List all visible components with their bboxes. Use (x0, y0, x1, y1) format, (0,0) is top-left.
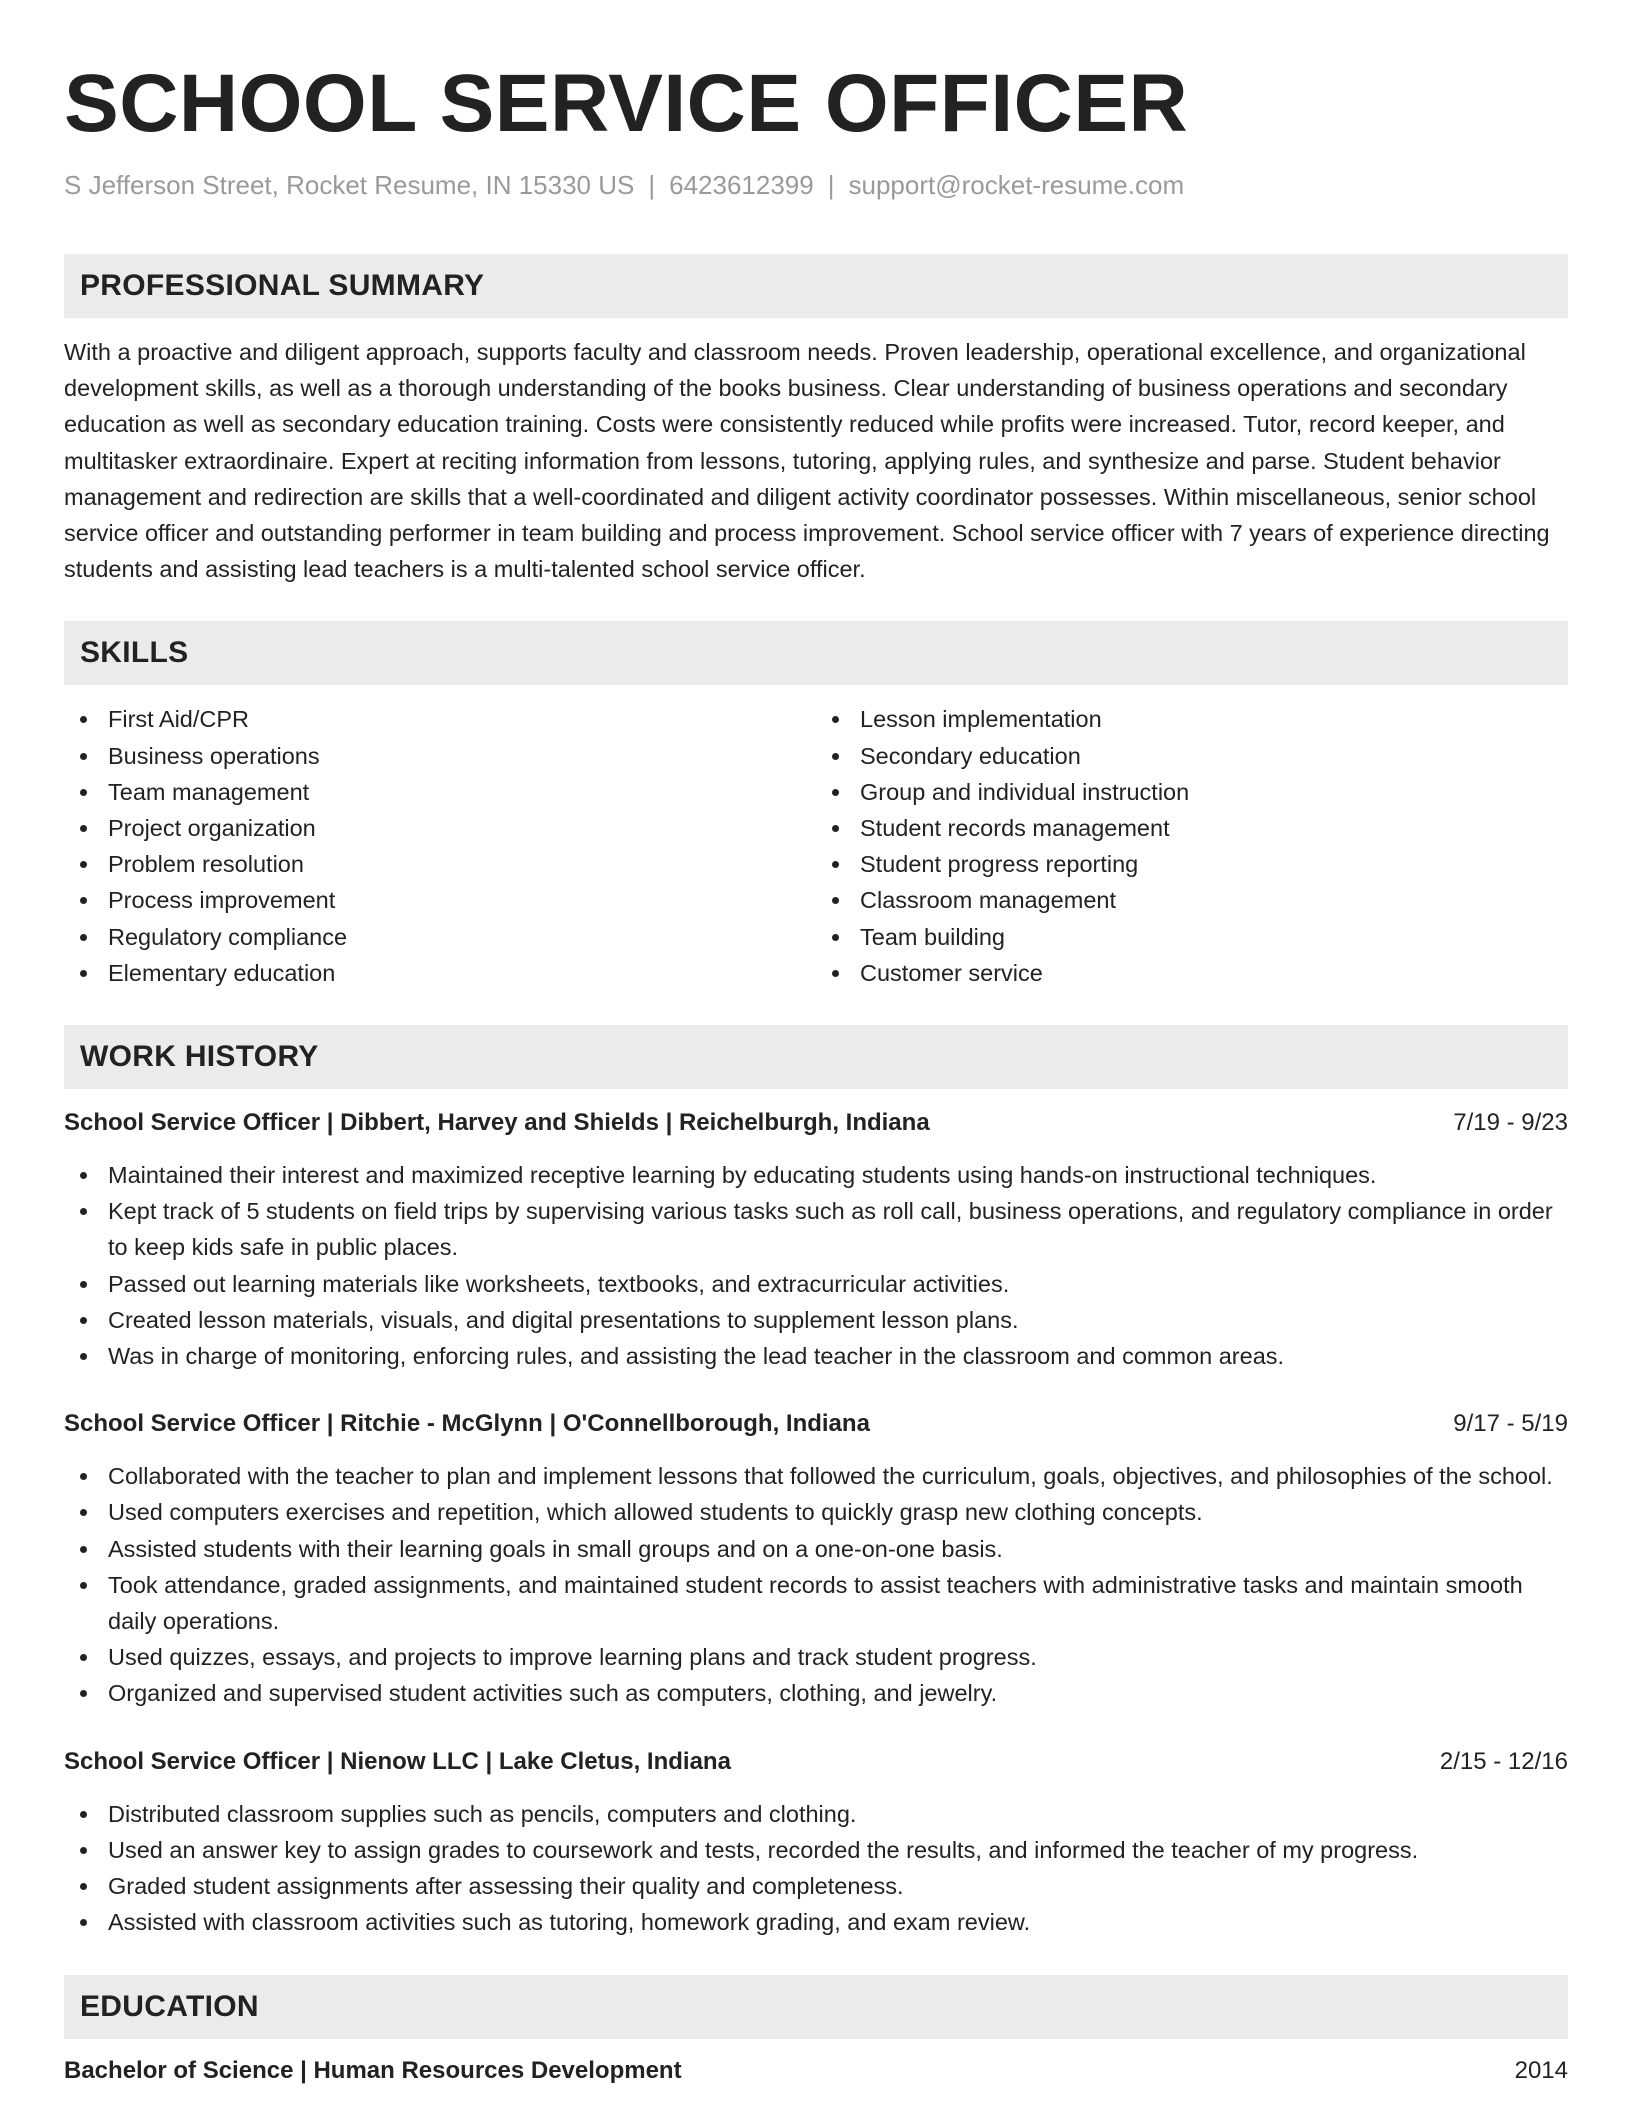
job-bullet: Graded student assignments after assessing their quality and completeness. (64, 1868, 1568, 1904)
contact-phone: 6423612399 (669, 170, 814, 200)
contact-separator: | (827, 170, 835, 200)
education-entry (64, 2053, 1568, 2089)
job-dates: 7/19 - 9/23 (1453, 1109, 1568, 1137)
skill-item: Lesson implementation (816, 701, 1568, 737)
skill-item: Customer service (816, 955, 1568, 991)
job-bullet: Assisted with classroom activities such as tutoring, homework grading, and exam review. (64, 1904, 1568, 1940)
contact-line (64, 168, 1568, 202)
skills-column-left (64, 701, 816, 991)
job-dates: 2/15 - 12/16 (1439, 1747, 1568, 1775)
job-title: School Service Officer | Dibbert, Harvey and Shields | Reichelburgh, Indiana (64, 1109, 930, 1137)
job-bullet: Passed out learning materials like worksheets, textbooks, and extracurricular activities. (64, 1266, 1568, 1302)
contact-email: support@rocket-resume.com (848, 170, 1185, 200)
job-bullet: Created lesson materials, visuals, and digital presentations to supplement lesson plans. (64, 1302, 1568, 1338)
skills-list (64, 701, 1568, 991)
job-header (64, 1744, 1568, 1780)
job-bullet: Collaborated with the teacher to plan and implement lessons that followed the curriculum, goals, objectives, and philosophies of the school. (64, 1458, 1568, 1494)
resume-name: SCHOOL SERVICE OFFICER (64, 58, 1189, 149)
job-entry (64, 1105, 1568, 1374)
job-header (64, 1105, 1568, 1141)
contact-separator: | (648, 170, 656, 200)
summary-heading: PROFESSIONAL SUMMARY (80, 269, 485, 302)
job-entry (64, 1406, 1568, 1711)
skill-item: First Aid/CPR (64, 701, 816, 737)
skill-item: Regulatory compliance (64, 919, 816, 955)
skill-item: Student progress reporting (816, 846, 1568, 882)
section-heading-education (64, 1975, 1568, 2039)
job-bullet: Maintained their interest and maximized receptive learning by educating students using hands-on instructional techniques. (64, 1157, 1568, 1193)
section-heading-work-history (64, 1025, 1568, 1089)
education-year: 2014 (1514, 2056, 1568, 2084)
work-history-heading: WORK HISTORY (80, 1040, 319, 1074)
education-degree: Bachelor of Science | Human Resources Development (64, 2056, 682, 2084)
job-header (64, 1406, 1568, 1442)
job-entry (64, 1744, 1568, 1941)
job-bullet: Assisted students with their learning goals in small groups and on a one-on-one basis. (64, 1531, 1568, 1567)
skill-item: Project organization (64, 810, 816, 846)
section-heading-skills (64, 621, 1568, 685)
job-bullets (64, 1796, 1568, 1941)
section-heading-summary (64, 254, 1568, 318)
skill-item: Group and individual instruction (816, 774, 1568, 810)
skill-item: Team management (64, 774, 816, 810)
job-bullet: Used an answer key to assign grades to coursework and tests, recorded the results, and informed the teacher of my progress. (64, 1832, 1568, 1868)
skill-item: Student records management (816, 810, 1568, 846)
skill-item: Team building (816, 919, 1568, 955)
skill-item: Process improvement (64, 882, 816, 918)
skills-column-right (816, 701, 1568, 991)
education-heading: EDUCATION (80, 1989, 259, 2023)
skills-heading: SKILLS (80, 636, 189, 670)
skill-item: Classroom management (816, 882, 1568, 918)
job-bullet: Distributed classroom supplies such as pencils, computers and clothing. (64, 1796, 1568, 1832)
job-title: School Service Officer | Nienow LLC | Lake Cletus, Indiana (64, 1747, 731, 1775)
job-bullets (64, 1458, 1568, 1711)
skill-item: Problem resolution (64, 846, 816, 882)
job-bullets (64, 1157, 1568, 1374)
job-bullet: Organized and supervised student activities such as computers, clothing, and jewelry. (64, 1675, 1568, 1711)
skill-item: Business operations (64, 738, 816, 774)
job-bullet: Was in charge of monitoring, enforcing rules, and assisting the lead teacher in the classroom and common areas. (64, 1338, 1568, 1374)
contact-address: S Jefferson Street, Rocket Resume, IN 15330 US (64, 170, 635, 200)
skill-item: Secondary education (816, 738, 1568, 774)
job-bullet: Took attendance, graded assignments, and maintained student records to assist teachers with administrative tasks and maintain smooth daily operations. (64, 1567, 1568, 1639)
job-dates: 9/17 - 5/19 (1453, 1410, 1568, 1438)
job-title: School Service Officer | Ritchie - McGlynn | O'Connellborough, Indiana (64, 1410, 870, 1438)
summary-text: With a proactive and diligent approach, supports faculty and classroom needs. Proven leadership, operational excellence, and organizational development skills, as well as a thorough understanding of the books business. Clear understanding of business operations and secondary education as well as secondary education training. Costs were consistently reduced while profits were increased. Tutor, record keeper, and multitasker extraordinaire. Expert at reciting information from lessons, tutoring, applying rules, and synthesize and parse. Student behavior management and redirection are skills that a well-coordinated and diligent activity coordinator possesses. Within miscellaneous, senior school service officer and outstanding performer in team building and process improvement. School service officer with 7 years of experience directing students and assisting lead teachers is a multi-talented school service officer. (64, 339, 1550, 583)
job-bullet: Used quizzes, essays, and projects to improve learning plans and track student progress. (64, 1639, 1568, 1675)
job-bullet: Kept track of 5 students on field trips by supervising various tasks such as roll call, business operations, and regulatory compliance in order to keep kids safe in public places. (64, 1193, 1568, 1265)
skill-item: Elementary education (64, 955, 816, 991)
job-bullet: Used computers exercises and repetition, which allowed students to quickly grasp new clothing concepts. (64, 1494, 1568, 1530)
